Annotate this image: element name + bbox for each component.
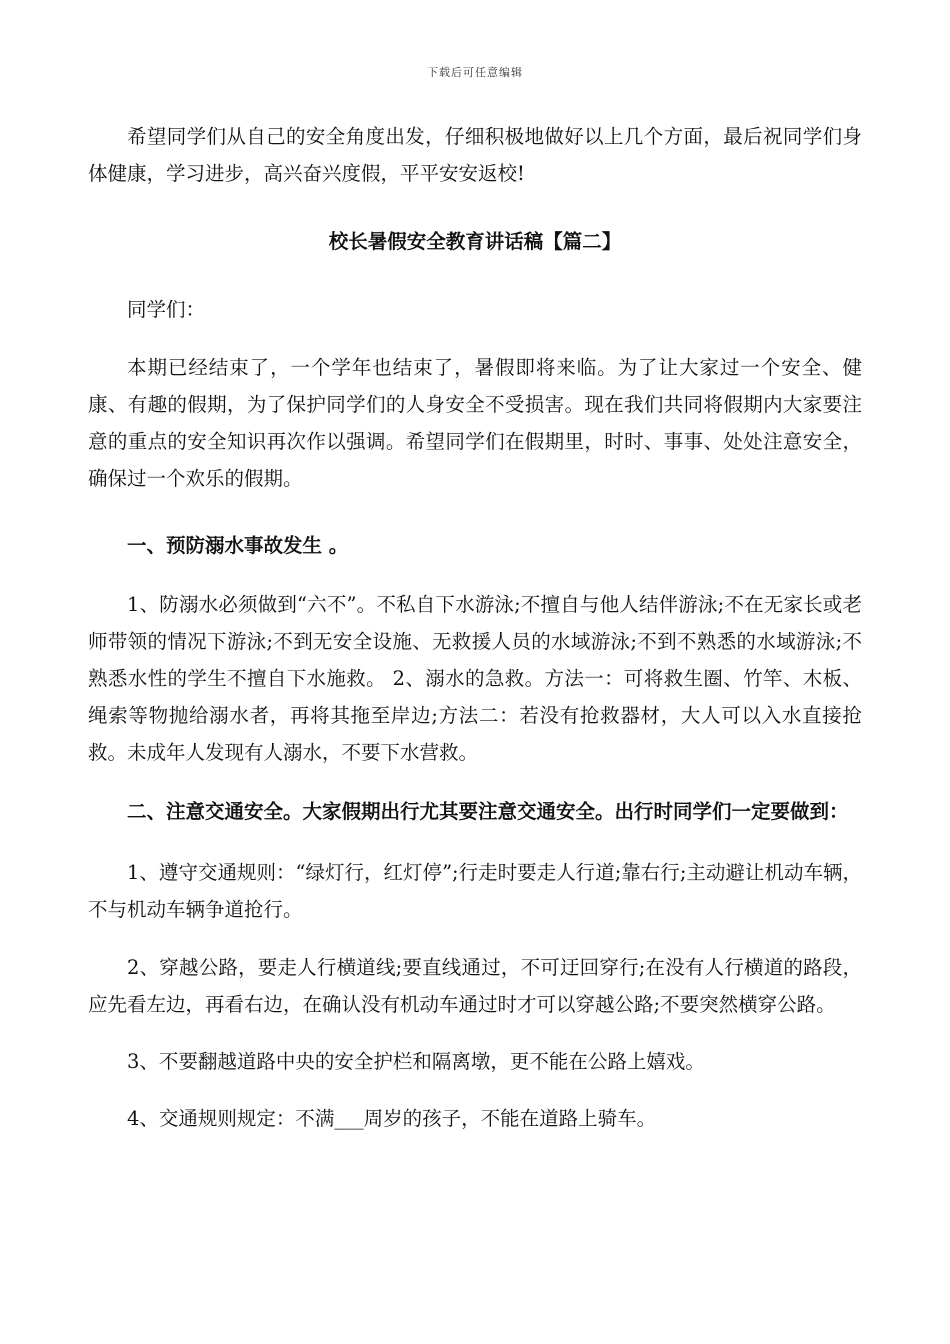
document-title: 校长暑假安全教育讲话稿【篇二】 — [328, 230, 622, 253]
traffic-item-4: 4、交通规则规定：不满___周岁的孩子，不能在道路上骑车。 — [127, 1107, 657, 1130]
intro-paragraph: 本期已经结束了，一个学年也结束了，暑假即将来临。为了让大家过一个安全、健康、有趣的假期，为了保护同学们的人身安全不受损害。现在我们共同将假期内大家要注意的重点的安全知识再次作以强调。希望同学们在假期里，时时、事事、处处注意安全，确保过一个欢乐的假期。 — [88, 356, 862, 490]
section2-heading: 二、注意交通安全。大家假期出行尤其要注意交通安全。出行时同学们一定要做到： — [127, 800, 849, 823]
closing-paragraph: 希望同学们从自己的安全角度出发，仔细积极地做好以上几个方面，最后祝同学们身体健康，学习进步，高兴奋兴度假，平平安安返校! — [88, 125, 862, 185]
section1-heading: 一、预防溺水事故发生 。 — [127, 534, 349, 557]
traffic-item-2: 2、穿越公路，要走人行横道线;要直线通过，不可迂回穿行;在没有人行横道的路段，应先看左边，再看右边，在确认没有机动车通过时才可以穿越公路;不要突然横穿公路。 — [88, 956, 862, 1016]
greeting-paragraph: 同学们： — [127, 298, 206, 321]
document-body — [88, 118, 862, 1156]
page-header-note: 下载后可任意编辑 — [427, 66, 523, 79]
section1-body: 1、防溺水必须做到“六不”。不私自下水游泳;不擅自与他人结伴游泳;不在无家长或老师带领的情况下游泳;不到无安全设施、无救援人员的水域游泳;不到不熟悉的水域游泳;不熟悉水性的学生不擅自下水施救。 2、溺水的急救。方法一：可将救生圈、竹竿、木板、绳索等物抛给溺水者，再将其拖至岸边;方法二：若没有抢救器材，大人可以入水直接抢救。未成年人发现有人溺水，不要下水营救。 — [88, 593, 862, 764]
traffic-item-3: 3、不要翻越道路中央的安全护栏和隔离墩，更不能在公路上嬉戏。 — [127, 1050, 705, 1073]
traffic-item-1: 1、遵守交通规则：“绿灯行，红灯停”;行走时要走人行道;靠右行;主动避让机动车辆，不与机动车辆争道抢行。 — [88, 861, 862, 921]
